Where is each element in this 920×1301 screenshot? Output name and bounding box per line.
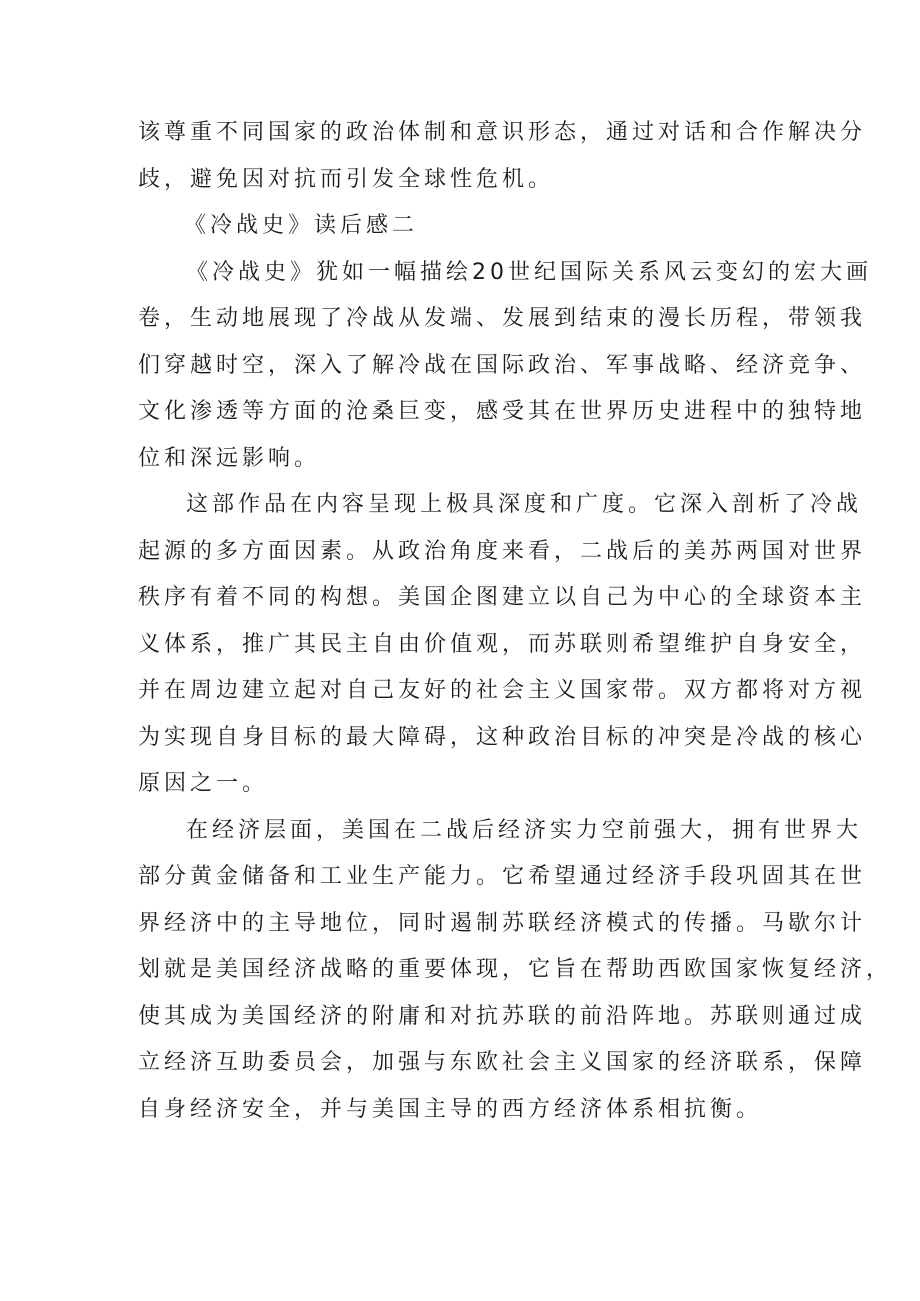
section-title [138, 203, 788, 250]
text-line: 并在周边建立起对自己友好的社会主义国家带。双方都将对方视 [138, 678, 867, 703]
text-line: 立经济互助委员会，加强与东欧社会主义国家的经济联系，保障 [138, 1050, 867, 1075]
text-line: 义体系，推广其民主自由价值观，而苏联则希望维护自身安全， [138, 631, 867, 657]
text-line: 该尊重不同国家的政治体制和意识形态，通过对话和合作解决分 [138, 120, 867, 145]
paragraph-economy [138, 808, 893, 1134]
text-line: 《冷战史》犹如一幅描绘20世纪国际关系风云变幻的宏大画 [186, 259, 872, 285]
text-line: 歧，避免因对抗而引发全球性危机。 [138, 166, 555, 192]
text-line: 位和深远影响。 [138, 445, 321, 471]
text-line: 们穿越时空，深入了解冷战在国际政治、军事战略、经济竞争、 [138, 352, 867, 378]
paragraph-politics [138, 482, 867, 808]
paragraph-continuation [138, 110, 867, 203]
text-line: 文化渗透等方面的沧桑巨变，感受其在世界历史进程中的独特地 [138, 399, 867, 424]
text-line: 自身经济安全，并与美国主导的西方经济体系相抗衡。 [138, 1096, 763, 1122]
text-line: 原因之一。 [138, 771, 269, 796]
text-line: 卷，生动地展现了冷战从发端、发展到结束的漫长历程，带领我 [138, 306, 867, 331]
text-line: 部分黄金储备和工业生产能力。它希望通过经济手段巩固其在世 [138, 864, 867, 889]
text-line: 起源的多方面因素。从政治角度来看，二战后的美苏两国对世界 [138, 538, 867, 564]
text-line: 划就是美国经济战略的重要体现，它旨在帮助西欧国家恢复经济， [138, 957, 893, 982]
text-line: 这部作品在内容呈现上极具深度和广度。它深入剖析了冷战 [186, 492, 863, 517]
text-line: 使其成为美国经济的附庸和对抗苏联的前沿阵地。苏联则通过成 [138, 1003, 867, 1029]
text-line: 为实现自身目标的最大障碍，这种政治目标的冲突是冷战的核心 [138, 724, 867, 750]
section-title-text: 《冷战史》读后感二 [184, 213, 419, 238]
document-body [138, 110, 893, 1133]
text-line: 秩序有着不同的构想。美国企图建立以自己为中心的全球资本主 [138, 585, 867, 610]
text-line: 在经济层面，美国在二战后经济实力空前强大，拥有世界大 [186, 817, 863, 843]
text-line: 界经济中的主导地位，同时遏制苏联经济模式的传播。马歇尔计 [138, 910, 867, 936]
paragraph-intro [138, 250, 872, 483]
